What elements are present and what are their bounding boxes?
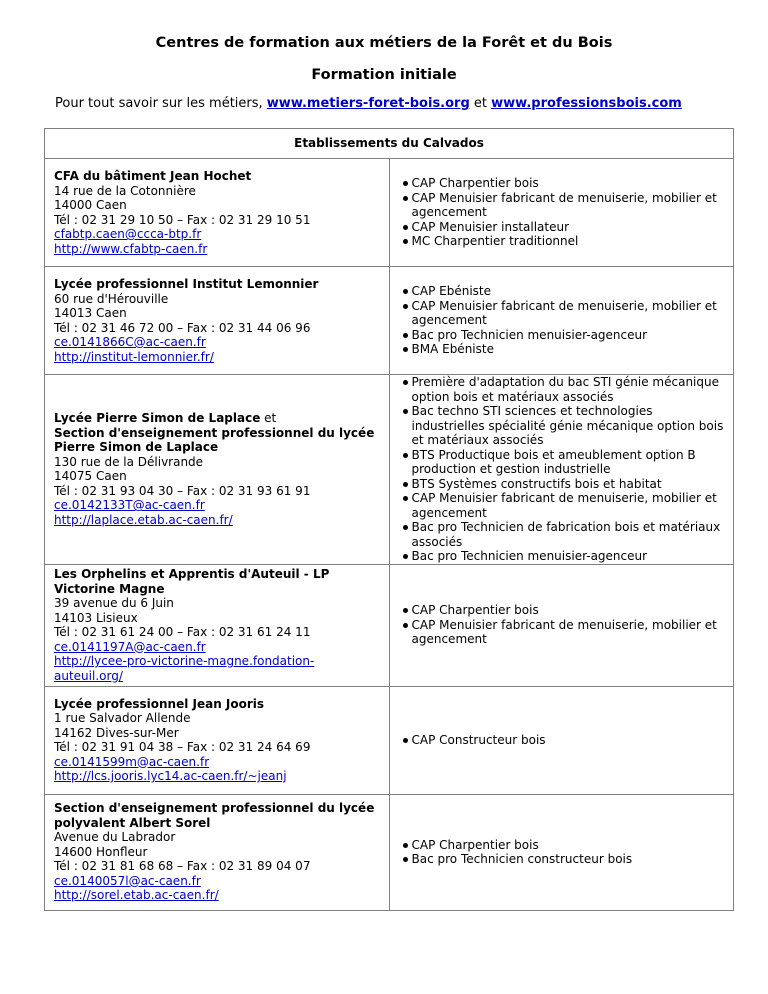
link-professionsbois[interactable]: www.professionsbois.com [491, 96, 682, 111]
table-row [45, 159, 734, 267]
establishment-info [45, 159, 390, 267]
table-header: Etablissements du Calvados [45, 129, 734, 159]
course-list-cell [389, 375, 734, 565]
list-item: Bac pro Technicien menuisier-agenceur [403, 328, 728, 343]
establishment-name-a: Lycée Pierre Simon de Laplace [54, 411, 261, 426]
website-link[interactable]: http://institut-lemonnier.fr/ [54, 349, 214, 364]
table-row [45, 686, 734, 794]
course-list [403, 284, 728, 357]
list-item: Première d'adaptation du bac STI génie mécanique option bois et matériaux associés [403, 375, 728, 404]
email-link[interactable]: ce.0141197A@ac-caen.fr [54, 639, 206, 654]
list-item: CAP Menuisier fabricant de menuiserie, mobilier et agencement [403, 618, 728, 647]
course-list [403, 375, 728, 564]
address-line: 60 rue d'Hérouville [54, 291, 169, 306]
website-link[interactable]: http://laplace.etab.ac-caen.fr/ [54, 512, 233, 527]
email-link[interactable]: ce.0142133T@ac-caen.fr [54, 498, 205, 513]
table-row [45, 794, 734, 910]
website-link[interactable]: http://lycee-pro-victorine-magne.fondation-auteuil.org/ [54, 654, 315, 683]
postal-city: 14013 Caen [54, 306, 127, 320]
website-link[interactable]: http://lcs.jooris.lyc14.ac-caen.fr/~jeanj [54, 769, 287, 783]
list-item: CAP Charpentier bois [403, 838, 728, 853]
establishment-info [45, 794, 390, 910]
postal-city: 14000 Caen [54, 198, 127, 212]
list-item: CAP Menuisier fabricant de menuiserie, mobilier et agencement [403, 299, 728, 328]
phone-fax: Tél : 02 31 61 24 00 – Fax : 02 31 61 24 11 [54, 625, 311, 639]
phone-fax: Tél : 02 31 81 68 68 – Fax : 02 31 89 04 07 [54, 859, 311, 874]
intro-text: Pour tout savoir sur les métiers, [55, 96, 267, 111]
course-list-cell [389, 564, 734, 686]
list-item: CAP Menuisier fabricant de menuiserie, mobilier et agencement [403, 491, 728, 520]
establishment-name: Section d'enseignement professionnel du lycée polyvalent Albert Sorel [54, 801, 375, 830]
list-item: BTS Systèmes constructifs bois et habitat [403, 477, 728, 492]
course-list-cell [389, 267, 734, 375]
email-link[interactable]: ce.0141599m@ac-caen.fr [54, 754, 210, 769]
link-metiers-foret-bois[interactable]: www.metiers-foret-bois.org [266, 96, 470, 111]
establishment-info [45, 375, 390, 565]
list-item: CAP Charpentier bois [403, 603, 728, 618]
course-list [403, 176, 728, 249]
intro-line [55, 96, 682, 111]
establishment-name: CFA du bâtiment Jean Hochet [54, 169, 252, 183]
list-item: BTS Productique bois et ameublement option B production et gestion industrielle [403, 448, 728, 477]
email-link[interactable]: ce.0140057l@ac-caen.fr [54, 873, 201, 888]
establishment-name: Lycée professionnel Institut Lemonnier [54, 277, 319, 291]
list-item: CAP Menuisier installateur [403, 220, 728, 235]
email-link[interactable]: ce.0141866C@ac-caen.fr [54, 335, 206, 349]
establishment-info [45, 267, 390, 375]
course-list [403, 733, 728, 748]
list-item: BMA Ebéniste [403, 342, 728, 357]
postal-city: 14162 Dives-sur-Mer [54, 725, 179, 740]
list-item: Bac pro Technicien constructeur bois [403, 852, 728, 867]
course-list [403, 838, 728, 867]
list-item: CAP Charpentier bois [403, 176, 728, 191]
address-line: Avenue du Labrador [54, 830, 176, 845]
list-item: Bac pro Technicien de fabrication bois et matériaux associés [403, 520, 728, 549]
establishment-name: Les Orphelins et Apprentis d'Auteuil - LP Victorine Magne [54, 567, 330, 596]
website-link[interactable]: http://www.cfabtp-caen.fr [54, 241, 208, 256]
list-item: CAP Ebéniste [403, 284, 728, 299]
page-title: Centres de formation aux métiers de la Forêt et du Bois [155, 35, 613, 51]
list-item: Bac pro Technicien menuisier-agenceur [403, 549, 728, 564]
email-link[interactable]: cfabtp.caen@ccca-btp.fr [54, 227, 202, 241]
table-row [45, 564, 734, 686]
establishment-name: Lycée professionnel Jean Jooris [54, 696, 265, 711]
phone-fax: Tél : 02 31 46 72 00 – Fax : 02 31 44 06 96 [54, 320, 311, 335]
phone-fax: Tél : 02 31 93 04 30 – Fax : 02 31 93 61 91 [54, 483, 311, 498]
address-line: 1 rue Salvador Allende [54, 711, 191, 725]
address-line: 39 avenue du 6 Juin [54, 596, 174, 610]
postal-city: 14103 Lisieux [54, 610, 138, 625]
postal-city: 14600 Honfleur [54, 844, 148, 859]
course-list-cell [389, 794, 734, 910]
table-row [45, 375, 734, 565]
list-item: MC Charpentier traditionnel [403, 234, 728, 249]
establishment-info [45, 564, 390, 686]
website-link[interactable]: http://sorel.etab.ac-caen.fr/ [54, 888, 219, 903]
phone-fax: Tél : 02 31 91 04 38 – Fax : 02 31 24 64 69 [54, 740, 311, 754]
list-item: CAP Constructeur bois [403, 733, 728, 748]
list-item: CAP Menuisier fabricant de menuiserie, mobilier et agencement [403, 191, 728, 220]
phone-fax: Tél : 02 31 29 10 50 – Fax : 02 31 29 10 51 [54, 212, 311, 227]
intro-and: et [469, 96, 492, 111]
name-connector: et [260, 411, 277, 426]
establishment-info [45, 686, 390, 794]
course-list [403, 603, 728, 647]
establishment-name [54, 411, 383, 426]
page-subtitle: Formation initiale [311, 67, 457, 83]
address-line: 130 rue de la Délivrande [54, 454, 204, 469]
course-list-cell [389, 686, 734, 794]
postal-city: 14075 Caen [54, 469, 127, 484]
establishments-table [44, 128, 734, 911]
course-list-cell [389, 159, 734, 267]
address-line: 14 rue de la Cotonnière [54, 183, 196, 198]
list-item: Bac techno STI sciences et technologies industrielles spécialité génie mécanique option bois et matériaux associés [403, 404, 728, 448]
table-row [45, 267, 734, 375]
establishment-name-b: Section d'enseignement professionnel du lycée Pierre Simon de Laplace [54, 425, 375, 455]
